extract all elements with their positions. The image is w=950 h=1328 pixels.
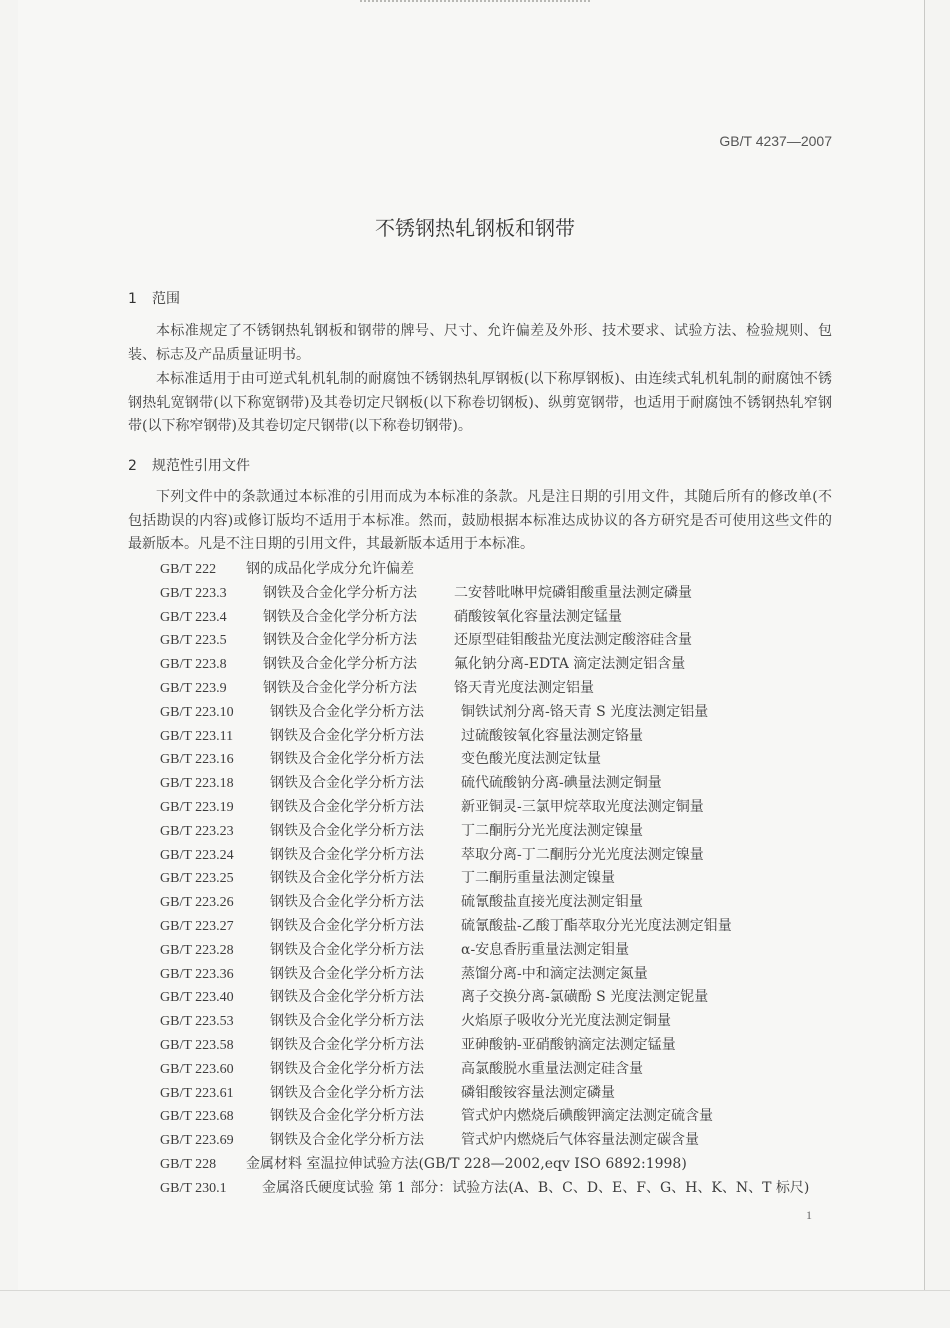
reference-code: GB/T 230.1 xyxy=(160,1180,227,1196)
reference-title: 钢铁及合金化学分析方法 xyxy=(263,656,417,673)
reference-code: GB/T 223.36 xyxy=(160,966,234,982)
reference-method: 萃取分离-丁二酮肟分光光度法测定镍量 xyxy=(461,846,704,863)
reference-code: GB/T 223.10 xyxy=(160,704,234,720)
reference-method: 管式炉内燃烧后碘酸钾滴定法测定硫含量 xyxy=(461,1108,713,1125)
reference-title: 钢铁及合金化学分析方法 xyxy=(270,917,424,934)
reference-method: 新亚铜灵-三氯甲烷萃取光度法测定铜量 xyxy=(461,798,704,815)
reference-code: GB/T 223.24 xyxy=(160,847,234,863)
reference-method: 氟化钠分离-EDTA 滴定法测定铝含量 xyxy=(454,656,686,673)
reference-code: GB/T 223.27 xyxy=(160,918,234,934)
reference-code: GB/T 222 xyxy=(160,562,217,577)
reference-title: 钢铁及合金化学分析方法 xyxy=(270,822,424,839)
page-number: 1 xyxy=(806,1208,812,1222)
reference-title: 钢铁及合金化学分析方法 xyxy=(270,1013,424,1030)
reference-item xyxy=(160,629,809,653)
reference-code: GB/T 223.68 xyxy=(160,1109,234,1125)
reference-code: GB/T 223.3 xyxy=(160,585,227,601)
reference-method: 丁二酮肟重量法测定镍量 xyxy=(461,870,615,887)
reference-title: 钢铁及合金化学分析方法 xyxy=(263,608,417,625)
reference-code: GB/T 223.4 xyxy=(160,609,227,625)
reference-method: 离子交换分离-氯磺酚 S 光度法测定铌量 xyxy=(461,989,709,1006)
reference-code: GB/T 223.25 xyxy=(160,871,234,887)
reference-title: 钢铁及合金化学分析方法 xyxy=(270,1036,424,1053)
scan-bottom-line xyxy=(0,1290,950,1291)
reference-title: 钢铁及合金化学分析方法 xyxy=(270,1060,424,1077)
reference-title: 钢铁及合金化学分析方法 xyxy=(270,751,424,768)
reference-method: 高氯酸脱水重量法测定硅含量 xyxy=(461,1060,643,1077)
reference-title: 钢铁及合金化学分析方法 xyxy=(270,941,424,958)
reference-title: 钢铁及合金化学分析方法 xyxy=(270,1108,424,1125)
reference-item xyxy=(160,1010,809,1034)
reference-item xyxy=(160,796,809,820)
reference-method: 过硫酸铵氧化容量法测定铬量 xyxy=(461,727,643,744)
reference-code: GB/T 223.11 xyxy=(160,728,234,744)
reference-title: 钢铁及合金化学分析方法 xyxy=(270,965,424,982)
reference-title: 钢铁及合金化学分析方法 xyxy=(270,798,424,815)
reference-code: GB/T 223.40 xyxy=(160,990,234,1006)
section-title: 规范性引用文件 xyxy=(152,458,250,474)
reference-item xyxy=(160,820,809,844)
reference-item xyxy=(160,772,809,796)
reference-title: 钢铁及合金化学分析方法 xyxy=(270,846,424,863)
reference-code: GB/T 223.23 xyxy=(160,823,234,839)
reference-item xyxy=(160,867,809,891)
reference-method: 二安替吡啉甲烷磷钼酸重量法测定磷量 xyxy=(454,584,692,601)
reference-method: 丁二酮肟分光光度法测定镍量 xyxy=(461,822,643,839)
reference-item xyxy=(160,606,809,630)
reference-code: GB/T 223.58 xyxy=(160,1037,234,1053)
reference-item xyxy=(160,677,809,701)
paragraph: 本标准适用于由可逆式轧机轧制的耐腐蚀不锈钢热轧厚钢板(以下称厚钢板)、由连续式轧机轧制的耐腐蚀不锈钢热轧宽钢带(以下称宽钢带)及其卷切定尺钢板(以下称卷切钢板)、纵剪宽钢带，也适用于耐腐蚀不锈钢热轧窄钢带(以下称窄钢带)及其卷切定尺钢带(以下称卷切钢带)。 xyxy=(128,371,832,435)
reference-title: 钢铁及合金化学分析方法 xyxy=(270,1132,424,1149)
reference-title: 钢铁及合金化学分析方法 xyxy=(263,679,417,696)
reference-item xyxy=(160,986,809,1010)
reference-title: 钢铁及合金化学分析方法 xyxy=(270,870,424,887)
reference-method: 还原型硅钼酸盐光度法测定酸溶硅含量 xyxy=(454,632,692,649)
reference-code: GB/T 223.9 xyxy=(160,680,227,696)
reference-item xyxy=(160,1034,809,1058)
reference-method: 铬天青光度法测定铝量 xyxy=(454,679,594,696)
reference-title: 钢铁及合金化学分析方法 xyxy=(270,727,424,744)
reference-title: 钢铁及合金化学分析方法 xyxy=(270,775,424,792)
section-heading-references xyxy=(128,455,250,475)
reference-method: 亚砷酸钠-亚硝酸钠滴定法测定锰量 xyxy=(461,1036,676,1053)
paragraph: 下列文件中的条款通过本标准的引用而成为本标准的条款。凡是注日期的引用文件，其随后所有的修改单(不包括勘误的内容)或修订版均不适用于本标准。然而，鼓励根据本标准达成协议的各方研究是否可使用这些文件的最新版本。凡是不注日期的引用文件，其最新版本适用于本标准。 xyxy=(128,489,832,553)
reference-method: 火焰原子吸收分光光度法测定铜量 xyxy=(461,1013,671,1030)
reference-method: 硫氰酸盐直接光度法测定钼量 xyxy=(461,894,643,911)
reference-code: GB/T 223.61 xyxy=(160,1085,234,1101)
scan-edge-mark xyxy=(360,0,590,8)
reference-code: GB/T 223.69 xyxy=(160,1133,234,1149)
reference-item xyxy=(160,915,809,939)
reference-method: 管式炉内燃烧后气体容量法测定碳含量 xyxy=(461,1132,699,1149)
reference-method: 铜铁试剂分离-铬天青 S 光度法测定铝量 xyxy=(461,703,709,720)
section-number: 2 xyxy=(128,458,137,474)
reference-code: GB/T 223.8 xyxy=(160,657,227,673)
reference-method: 硝酸铵氧化容量法测定锰量 xyxy=(454,608,622,625)
reference-item xyxy=(160,653,809,677)
standard-number: GB/T 4237—2007 xyxy=(719,133,832,149)
reference-method: 硫代硫酸钠分离-碘量法测定铜量 xyxy=(461,775,662,792)
reference-method: α-安息香肟重量法测定钼量 xyxy=(461,941,630,958)
paragraph: 本标准规定了不锈钢热轧钢板和钢带的牌号、尺寸、允许偏差及外形、技术要求、试验方法、检验规则、包装、标志及产品质量证明书。 xyxy=(128,323,832,363)
reference-item xyxy=(160,725,809,749)
reference-code: GB/T 223.28 xyxy=(160,942,234,958)
reference-item xyxy=(160,558,809,582)
reference-title: 钢铁及合金化学分析方法 xyxy=(270,1084,424,1101)
reference-title: 钢铁及合金化学分析方法 xyxy=(270,989,424,1006)
reference-code: GB/T 223.16 xyxy=(160,752,234,768)
reference-code: GB/T 223.18 xyxy=(160,776,234,792)
reference-title: 钢的成品化学成分允许偏差 xyxy=(246,561,414,577)
reference-item xyxy=(160,701,809,725)
reference-item xyxy=(160,1129,809,1153)
reference-item xyxy=(160,939,809,963)
section-title: 范围 xyxy=(152,291,180,307)
reference-title: 钢铁及合金化学分析方法 xyxy=(263,584,417,601)
reference-list xyxy=(160,558,809,1201)
document-title: 不锈钢热轧钢板和钢带 xyxy=(375,216,575,240)
reference-method: 蒸馏分离-中和滴定法测定氮量 xyxy=(461,965,648,982)
reference-code: GB/T 228 xyxy=(160,1156,217,1172)
reference-item xyxy=(160,1105,809,1129)
reference-item xyxy=(160,891,809,915)
reference-item xyxy=(160,582,809,606)
reference-item xyxy=(160,748,809,772)
reference-title: 钢铁及合金化学分析方法 xyxy=(270,703,424,720)
reference-method: 变色酸光度法测定钛量 xyxy=(461,751,601,768)
reference-code: GB/T 223.5 xyxy=(160,633,227,649)
reference-code: GB/T 223.60 xyxy=(160,1061,234,1077)
reference-item xyxy=(160,1177,809,1201)
reference-title: 金属材料 室温拉伸试验方法(GB/T 228—2002,eqv ISO 6892:1998) xyxy=(246,1155,687,1172)
section-number: 1 xyxy=(128,291,137,307)
reference-code: GB/T 223.26 xyxy=(160,895,234,911)
reference-code: GB/T 223.19 xyxy=(160,799,234,815)
section-heading-scope xyxy=(128,288,180,308)
reference-code: GB/T 223.53 xyxy=(160,1014,234,1030)
reference-title: 钢铁及合金化学分析方法 xyxy=(270,894,424,911)
reference-method: 硫氰酸盐-乙酸丁酯萃取分光光度法测定钼量 xyxy=(461,917,732,934)
reference-method: 磷钼酸铵容量法测定磷量 xyxy=(461,1084,615,1101)
reference-item xyxy=(160,963,809,987)
reference-item xyxy=(160,1153,809,1177)
reference-item xyxy=(160,844,809,868)
reference-title: 钢铁及合金化学分析方法 xyxy=(263,632,417,649)
reference-item xyxy=(160,1082,809,1106)
reference-item xyxy=(160,1058,809,1082)
reference-title: 金属洛氏硬度试验 第 1 部分：试验方法(A、B、C、D、E、F、G、H、K、N、T 标尺) xyxy=(262,1179,810,1196)
